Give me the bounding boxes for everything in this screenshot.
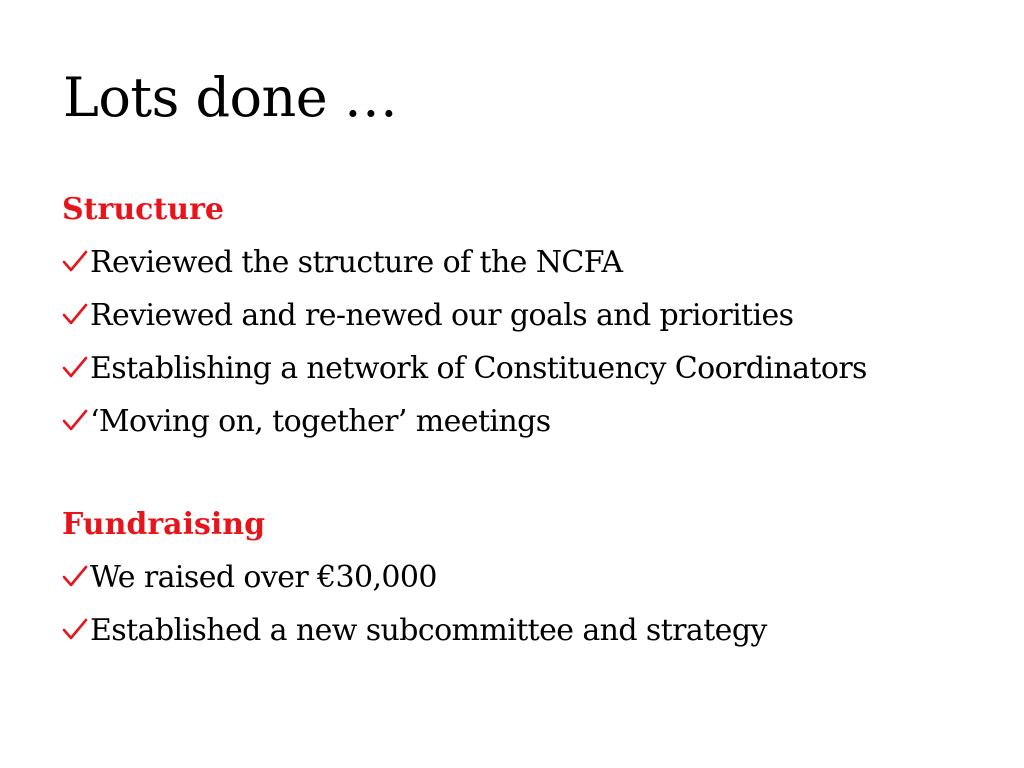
section-heading-fundraising: Fundraising (62, 507, 266, 542)
list-item-text: ‘Moving on, together’ meetings (90, 404, 551, 439)
list-item (62, 342, 1002, 395)
check-icon (62, 395, 90, 448)
check-icon (62, 604, 90, 657)
list-item (62, 289, 1002, 342)
list-item-text: Reviewed and re-newed our goals and priorities (90, 298, 794, 333)
list-item (62, 551, 1002, 604)
list-item-text: Establishing a network of Constituency Coordinators (90, 351, 867, 386)
section-heading-structure: Structure (62, 192, 224, 227)
slide-title: Lots done … (63, 66, 398, 129)
section-spacer (62, 448, 1002, 499)
check-icon (62, 551, 90, 604)
list-item-text: We raised over €30,000 (90, 560, 437, 595)
check-icon (62, 342, 90, 395)
list-item-text: Reviewed the structure of the NCFA (90, 245, 623, 280)
check-icon (62, 289, 90, 342)
list-item-text: Established a new subcommittee and strategy (90, 613, 767, 648)
list-item (62, 395, 1002, 448)
list-item (62, 604, 1002, 657)
slide-body (62, 184, 1002, 657)
check-icon (62, 236, 90, 289)
list-item (62, 236, 1002, 289)
